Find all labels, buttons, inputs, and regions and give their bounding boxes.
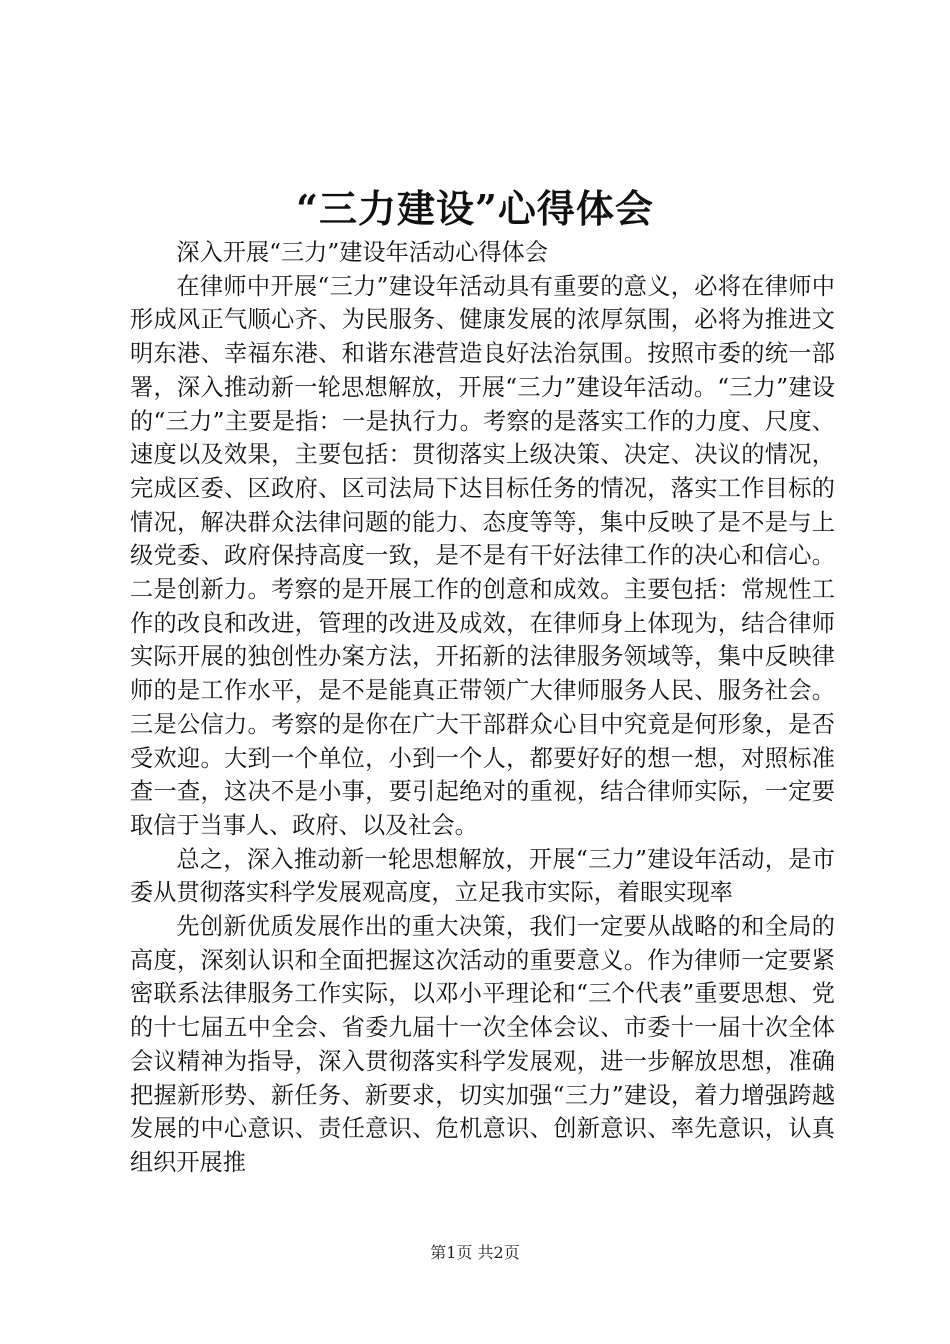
paragraph-summary: 总之，深入推动新一轮思想解放，开展“三力”建设年活动，是市委从贯彻落实科学发展观高度，立足我市实际，着眼实现率: [130, 845, 835, 907]
paragraph-subtitle: 深入开展“三力”建设年活动心得体会: [176, 239, 548, 266]
document-title: “三力建设”心得体会: [296, 186, 654, 231]
document-body: [130, 236, 835, 1180]
page-number-footer: 第1页 共2页: [430, 1243, 520, 1262]
paragraph-continuation: 先创新优质发展作出的重大决策，我们一定要从战略的和全局的高度，深刻认识和全面把握这次活动的重要意义。作为律师一定要紧密联系法律服务工作实际，以邓小平理论和“三个代表”重要思想、党的十七届五中全会、省委九届十一次全体会议、市委十一届十次全体会议精神为指导，深入贯彻落实科学发展观，进一步解放思想，准确把握新形势、新任务、新要求，切实加强“三力”建设，着力增强跨越发展的中心意识、责任意识、危机意识、创新意识、率先意识，认真组织开展推: [130, 913, 835, 1176]
paragraph-main: 在律师中开展“三力”建设年活动具有重要的意义，必将在律师中形成风正气顺心齐、为民服务、健康发展的浓厚氛围，必将为推进文明东港、幸福东港、和谐东港营造良好法治氛围。按照市委的统一部署，深入推动新一轮思想解放，开展“三力”建设年活动。“三力”建设的“三力”主要是指：一是执行力。考察的是落实工作的力度、尺度、速度以及效果，主要包括：贯彻落实上级决策、决定、决议的情况，完成区委、区政府、区司法局下达目标任务的情况，落实工作目标的情况，解决群众法律问题的能力、态度等等，集中反映了是不是与上级党委、政府保持高度一致，是不是有干好法律工作的决心和信心。二是创新力。考察的是开展工作的创意和成效。主要包括：常规性工作的改良和改进，管理的改进及成效，在律师身上体现为，结合律师实际开展的独创性办案方法，开拓新的法律服务领域等，集中反映律师的是工作水平，是不是能真正带领广大律师服务人民、服务社会。三是公信力。考察的是你在广大干部群众心目中究竟是何形象，是否受欢迎。大到一个单位，小到一个人，都要好好的想一想，对照标准查一查，这决不是小事，要引起绝对的重视，结合律师实际，一定要取信于当事人、政府、以及社会。: [130, 272, 835, 839]
